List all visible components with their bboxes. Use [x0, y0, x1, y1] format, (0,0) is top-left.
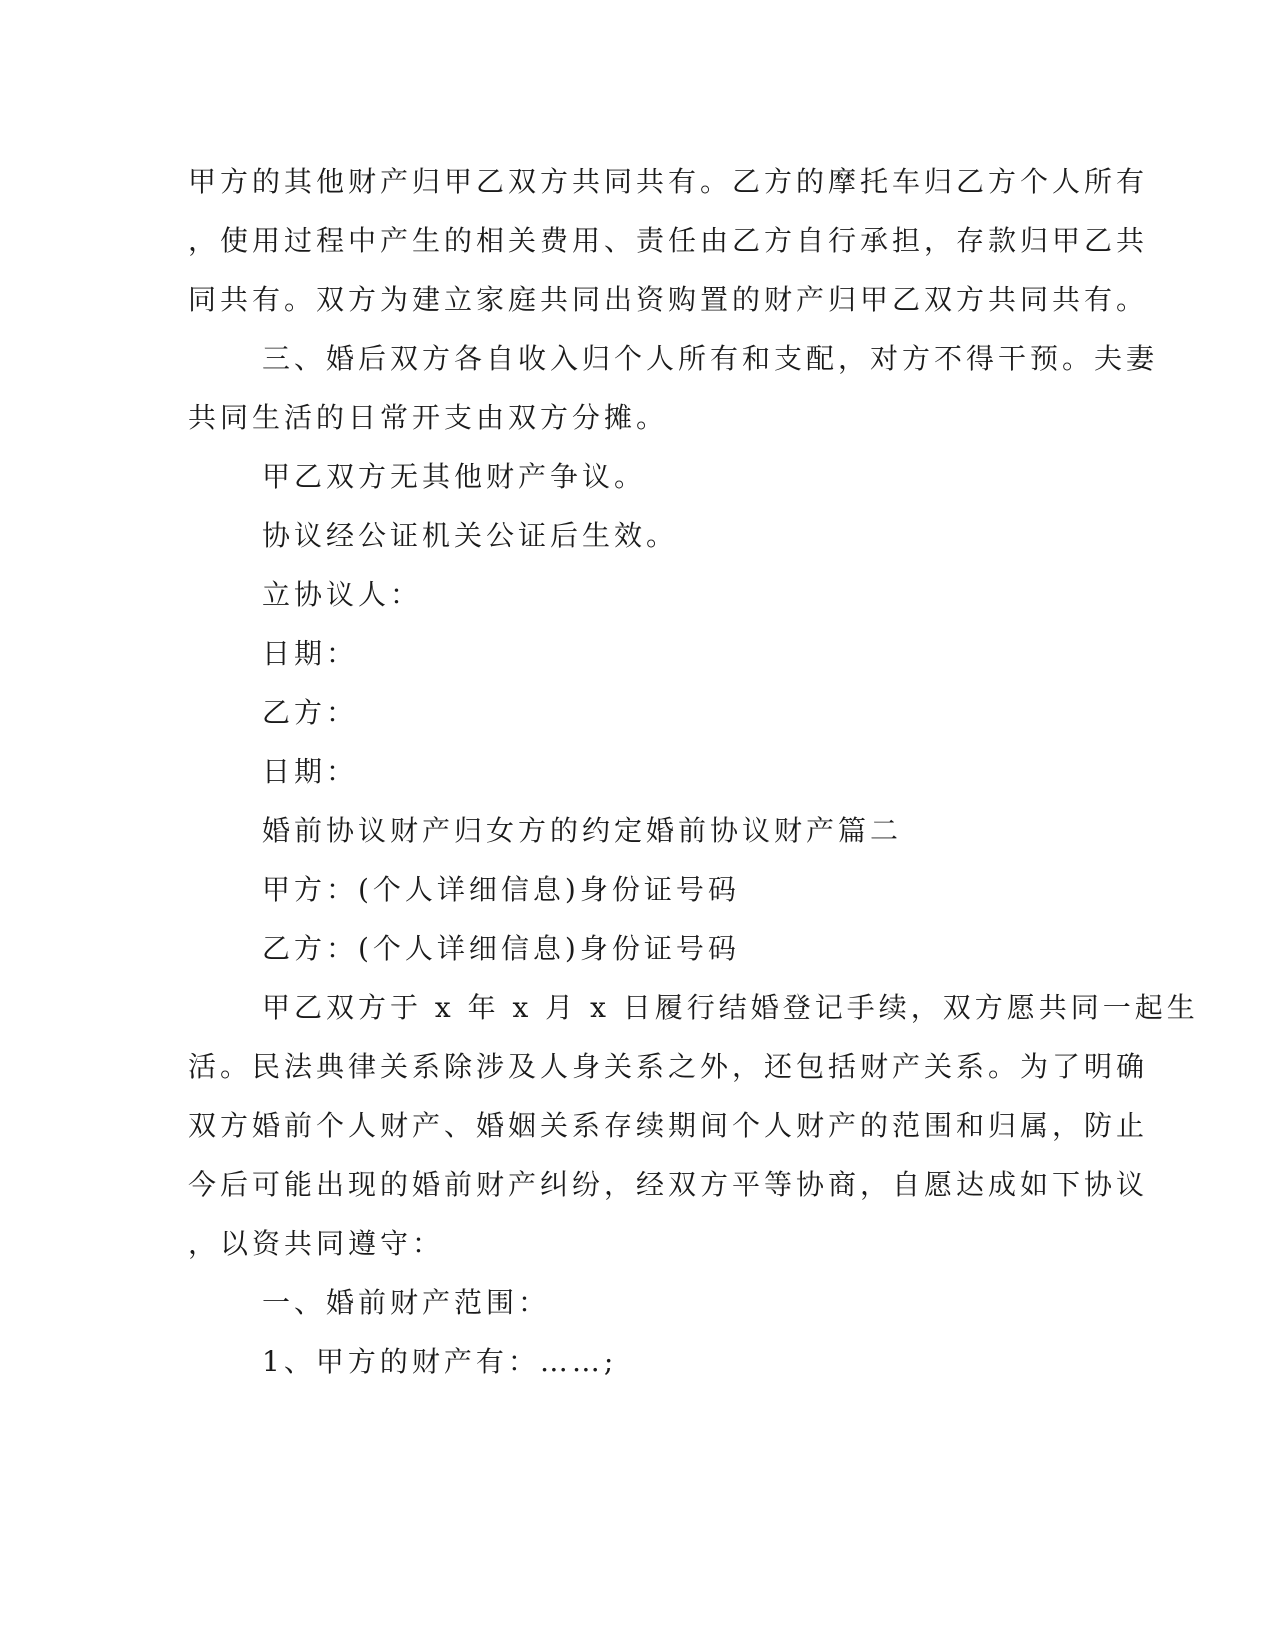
signatory-label: 立协议人： [262, 578, 423, 611]
paragraph-line: 甲方的其他财产归甲乙双方共同共有。乙方的摩托车归乙方个人所有 [188, 165, 1149, 198]
date-label: 日期： [262, 637, 359, 670]
paragraph-line: 甲乙双方无其他财产争议。 [262, 460, 647, 493]
date-label: 日期： [262, 755, 359, 788]
paragraph-line: 活。民法典律关系除涉及人身关系之外，还包括财产关系。为了明确 [188, 1050, 1149, 1083]
clause-heading: 一、婚前财产范围： [262, 1286, 551, 1319]
paragraph-line: 双方婚前个人财产、婚姻关系存续期间个人财产的范围和归属，防止 [188, 1109, 1149, 1142]
party-b-label: 乙方： [262, 696, 359, 729]
paragraph-line: 共同生活的日常开支由双方分摊。 [188, 401, 669, 434]
paragraph-line: 同共有。双方为建立家庭共同出资购置的财产归甲乙双方共同共有。 [188, 283, 1149, 316]
party-a-info: 甲方：(个人详细信息)身份证号码 [262, 873, 740, 906]
paragraph-line: 甲乙双方于 x 年 x 月 x 日履行结婚登记手续，双方愿共同一起生 [262, 991, 1199, 1024]
paragraph-line: ，以资共同遵守： [188, 1227, 445, 1260]
paragraph-line: 今后可能出现的婚前财产纠纷，经双方平等协商，自愿达成如下协议 [188, 1168, 1149, 1201]
paragraph-line: 协议经公证机关公证后生效。 [262, 519, 679, 552]
clause-item: 1、甲方的财产有：……; [262, 1345, 618, 1378]
party-b-info: 乙方：(个人详细信息)身份证号码 [262, 932, 740, 965]
paragraph-line: 三、婚后双方各自收入归个人所有和支配，对方不得干预。夫妻 [262, 342, 1159, 375]
paragraph-line: ，使用过程中产生的相关费用、责任由乙方自行承担，存款归甲乙共 [188, 224, 1149, 257]
section-title: 婚前协议财产归女方的约定婚前协议财产篇二 [262, 814, 903, 847]
